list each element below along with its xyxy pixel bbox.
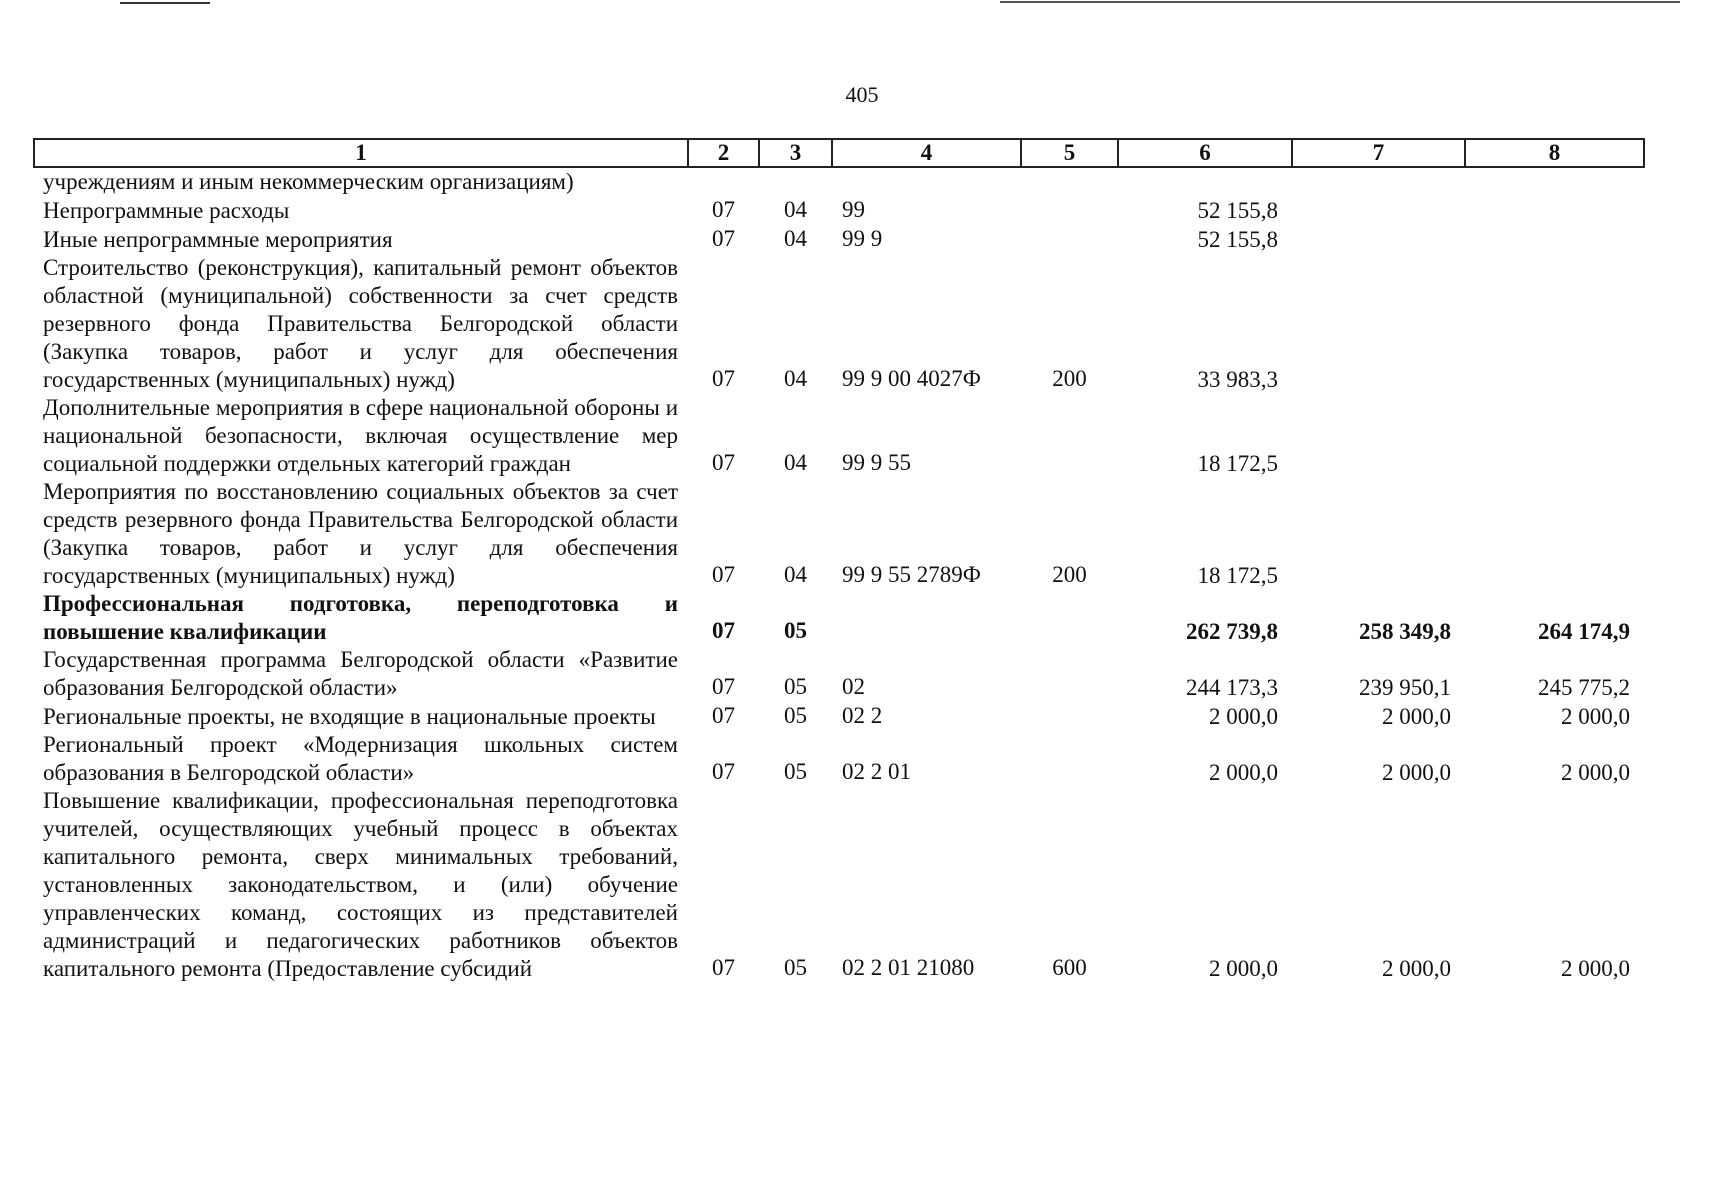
subsection-code-cell: 04 — [784, 450, 807, 475]
column-header: 6 — [1118, 139, 1292, 167]
expense-type-cell — [1021, 702, 1118, 731]
table-row — [34, 646, 1644, 702]
expense-type-cell — [1021, 225, 1118, 254]
expense-type-cell: 200 — [1052, 562, 1087, 587]
section-code-cell: 07 — [712, 562, 735, 587]
table-row — [34, 196, 1644, 225]
target-article-cell: 02 2 01 — [842, 759, 911, 784]
amount-col8-cell — [1465, 254, 1644, 394]
amount-col8-cell — [1465, 196, 1644, 225]
subsection-code-cell: 05 — [784, 759, 807, 784]
section-code-cell: 07 — [712, 450, 735, 475]
target-article-cell: 02 2 — [842, 703, 883, 728]
column-header: 2 — [688, 139, 759, 167]
subsection-code-cell — [759, 167, 832, 196]
section-code-cell: 07 — [712, 226, 735, 251]
section-code-cell: 07 — [712, 197, 735, 222]
subsection-code-cell: 04 — [784, 562, 807, 587]
section-code-cell — [688, 167, 759, 196]
page-number: 405 — [845, 82, 879, 107]
expense-type-cell — [1021, 590, 1118, 646]
expense-type-cell — [1021, 731, 1118, 787]
scan-artifact-line — [1000, 1, 1680, 3]
row-name-cell: Строительство (реконструкция), капитальный ремонт объектов областной (муниципальной) собственности за счет средств резервного фонда Правительства Белгородской области (Закупка товаров, работ и услуг для обеспечения государственных (муниципальных) нужд) — [43, 255, 678, 392]
amount-col8-cell: 245 775,2 — [1538, 675, 1630, 700]
amount-col6-cell: 52 155,8 — [1197, 198, 1278, 223]
expense-type-cell — [1021, 646, 1118, 702]
section-code-cell: 07 — [712, 955, 735, 980]
amount-col7-cell — [1292, 167, 1465, 196]
amount-col6-cell: 244 173,3 — [1186, 675, 1278, 700]
section-code-cell: 07 — [712, 759, 735, 784]
subsection-code-cell: 04 — [784, 197, 807, 222]
subsection-code-cell: 04 — [784, 366, 807, 391]
table-row — [34, 478, 1644, 590]
target-article-cell: 99 9 00 4027Ф — [842, 366, 981, 391]
table-body — [34, 167, 1644, 983]
amount-col8-cell: 2 000,0 — [1561, 956, 1630, 981]
subsection-code-cell: 05 — [784, 618, 807, 643]
column-header: 3 — [759, 139, 832, 167]
amount-col6-cell — [1118, 167, 1292, 196]
amount-col7-cell — [1292, 225, 1465, 254]
row-name-cell: Дополнительные мероприятия в сфере национальной обороны и национальной безопасности, включая осуществление мер социальной поддержки отдельных категорий граждан — [43, 395, 678, 476]
table-row — [34, 167, 1644, 196]
target-article-cell — [832, 590, 1021, 646]
amount-col6-cell: 2 000,0 — [1209, 704, 1278, 729]
column-header: 4 — [832, 139, 1021, 167]
target-article-cell — [832, 167, 1021, 196]
amount-col7-cell — [1292, 394, 1465, 478]
amount-col7-cell: 239 950,1 — [1359, 675, 1451, 700]
expense-type-cell: 200 — [1052, 366, 1087, 391]
amount-col6-cell: 262 739,8 — [1186, 619, 1278, 644]
subsection-code-cell: 05 — [784, 703, 807, 728]
scan-artifact-line — [120, 2, 210, 4]
section-code-cell: 07 — [712, 674, 735, 699]
table-row — [34, 394, 1644, 478]
target-article-cell: 99 9 55 — [842, 450, 911, 475]
row-name-cell: Мероприятия по восстановлению социальных объектов за счет средств резервного фонда Правительства Белгородской области (Закупка товаров, работ и услуг для обеспечения государственных (муниципальных) нужд) — [43, 479, 678, 588]
amount-col6-cell: 2 000,0 — [1209, 760, 1278, 785]
amount-col7-cell: 258 349,8 — [1359, 619, 1451, 644]
table-row — [34, 731, 1644, 787]
row-name-cell: Государственная программа Белгородской области «Развитие образования Белгородской области» — [43, 647, 678, 700]
amount-col7-cell: 2 000,0 — [1382, 956, 1451, 981]
amount-col6-cell: 2 000,0 — [1209, 956, 1278, 981]
amount-col6-cell: 18 172,5 — [1197, 451, 1278, 476]
amount-col8-cell — [1465, 478, 1644, 590]
row-name-cell: Иные непрограммные мероприятия — [43, 227, 393, 252]
amount-col7-cell: 2 000,0 — [1382, 704, 1451, 729]
amount-col6-cell: 52 155,8 — [1197, 227, 1278, 252]
amount-col8-cell: 2 000,0 — [1561, 760, 1630, 785]
subsection-code-cell: 04 — [784, 226, 807, 251]
row-name-cell: учреждениям и иным некоммерческим организациям) — [43, 169, 574, 194]
amount-col8-cell: 264 174,9 — [1538, 619, 1630, 644]
expense-type-cell — [1021, 394, 1118, 478]
target-article-cell: 99 9 55 2789Ф — [842, 562, 981, 587]
subsection-code-cell: 05 — [784, 674, 807, 699]
section-code-cell: 07 — [712, 618, 735, 643]
table-row — [34, 590, 1644, 646]
section-code-cell: 07 — [712, 366, 735, 391]
table-row — [34, 254, 1644, 394]
amount-col6-cell: 33 983,3 — [1197, 367, 1278, 392]
budget-table — [33, 138, 1645, 983]
target-article-cell: 02 — [842, 674, 865, 699]
target-article-cell: 99 — [842, 197, 865, 222]
expense-type-cell — [1021, 167, 1118, 196]
amount-col8-cell — [1465, 394, 1644, 478]
amount-col7-cell — [1292, 196, 1465, 225]
amount-col8-cell — [1465, 167, 1644, 196]
row-name-cell: Повышение квалификации, профессиональная переподготовка учителей, осуществляющих учебный процесс в объектах капитального ремонта, сверх минимальных требований, установленных законодательством, и (или) обучение управленческих команд, состоящих из представителей администраций и педагогических работников объектов капитального ремонта (Предоставление субсидий — [43, 788, 678, 981]
amount-col7-cell — [1292, 254, 1465, 394]
column-header: 7 — [1292, 139, 1465, 167]
table-row — [34, 787, 1644, 983]
target-article-cell: 02 2 01 21080 — [842, 955, 975, 980]
amount-col8-cell — [1465, 225, 1644, 254]
row-name-cell: Региональный проект «Модернизация школьных систем образования в Белгородской области» — [43, 732, 678, 785]
amount-col8-cell: 2 000,0 — [1561, 704, 1630, 729]
target-article-cell: 99 9 — [842, 226, 883, 251]
column-header: 1 — [34, 139, 688, 167]
column-header: 8 — [1465, 139, 1644, 167]
section-code-cell: 07 — [712, 703, 735, 728]
subsection-code-cell: 05 — [784, 955, 807, 980]
expense-type-cell — [1021, 196, 1118, 225]
row-name-cell: Непрограммные расходы — [43, 198, 290, 223]
row-name-cell: Региональные проекты, не входящие в национальные проекты — [43, 704, 656, 729]
expense-type-cell: 600 — [1052, 955, 1087, 980]
table-row — [34, 225, 1644, 254]
column-header: 5 — [1021, 139, 1118, 167]
amount-col7-cell: 2 000,0 — [1382, 760, 1451, 785]
table-row — [34, 702, 1644, 731]
row-name-cell: Профессиональная подготовка, переподготовка и повышение квалификации — [43, 591, 678, 644]
amount-col7-cell — [1292, 478, 1465, 590]
table-header-row — [34, 139, 1644, 167]
amount-col6-cell: 18 172,5 — [1197, 563, 1278, 588]
